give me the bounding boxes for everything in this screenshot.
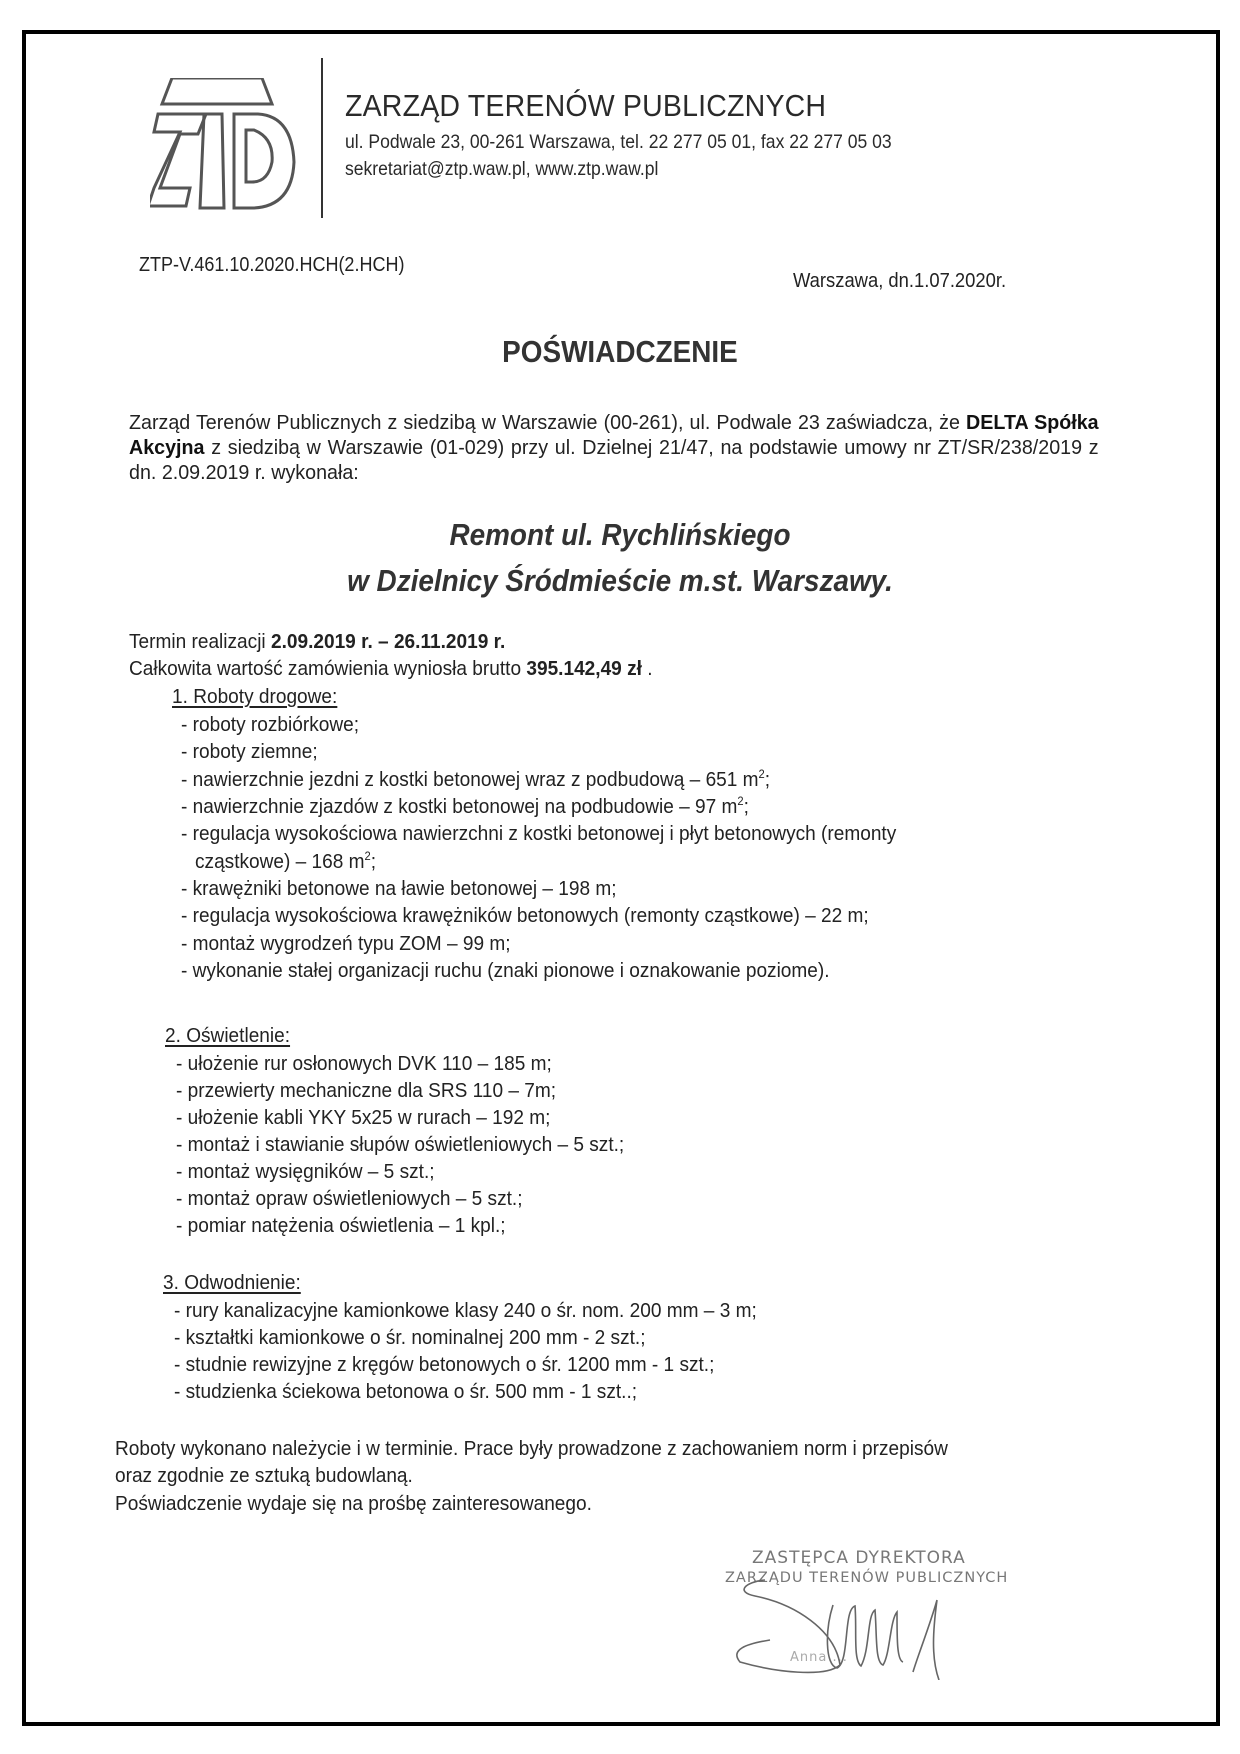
work-item <box>181 877 617 901</box>
subject-line-2: w Dzielnicy Śródmieście m.st. Warszawy. <box>347 563 893 598</box>
section-heading: 2. Oświetlenie: <box>165 1024 291 1047</box>
work-item <box>176 1214 506 1238</box>
work-item <box>176 1106 550 1130</box>
closing-line-1: Roboty wykonano należycie i w terminie. Prace były prowadzone z zachowaniem norm i przepisów <box>115 1437 948 1460</box>
work-item-text: cząstkowe) – 168 m <box>195 849 365 873</box>
work-item <box>176 1160 435 1184</box>
work-item-text: - nawierzchnie zjazdów z kostki betonowej na podbudowie – 97 m <box>181 794 738 818</box>
work-item-text: - montaż wygrodzeń typu ZOM – 99 m; <box>181 931 511 955</box>
work-item-text: - ułożenie rur osłonowych DVK 110 – 185 m; <box>176 1052 552 1075</box>
work-item <box>174 1353 714 1377</box>
closing-line-3: Poświadczenie wydaje się na prośbę zainteresowanego. <box>115 1492 592 1515</box>
work-item-text: - krawężniki betonowe na ławie betonowej – 198 m; <box>181 876 617 900</box>
total-value-line <box>129 657 653 681</box>
stamp-organization: ZARZĄDU TERENÓW PUBLICZNYCH <box>725 1570 1009 1586</box>
reference-number: ZTP-V.461.10.2020.HCH(2.HCH) <box>139 254 405 276</box>
signature-icon <box>725 1570 1025 1680</box>
work-item-text: - rury kanalizacyjne kamionkowe klasy 240 o śr. nom. 200 mm – 3 m; <box>174 1299 757 1322</box>
work-item <box>176 1052 552 1076</box>
term-value: 2.09.2019 r. – 26.11.2019 r. <box>270 630 506 653</box>
work-item <box>181 713 359 737</box>
work-item <box>176 1079 556 1103</box>
work-item-superscript: 2 <box>737 794 744 808</box>
company-name: DELTA Spółka Akcyjna <box>129 411 1099 459</box>
intro-text-1: Zarząd Terenów Publicznych z siedzibą w Warszawie (00-261), ul. Podwale 23 zaświadcza, że <box>129 411 967 434</box>
intro-text-2: z siedzibą w Warszawie (01-029) przy ul. Dzielnej 21/47, na podstawie umowy nr ZT/SR/238/2019 z dn. 2.09.2019 r. wykonała: <box>129 436 1099 484</box>
work-item-tail: ; <box>764 767 771 791</box>
section-heading: 1. Roboty drogowe: <box>172 685 338 708</box>
work-item-text: - montaż wysięgników – 5 szt.; <box>176 1160 435 1183</box>
organization-name: ZARZĄD TERENÓW PUBLICZNYCH <box>345 88 827 123</box>
section-heading: 3. Odwodnienie: <box>163 1271 301 1294</box>
work-item-superscript: 2 <box>364 849 371 863</box>
work-item-text: - ułożenie kabli YKY 5x25 w rurach – 192 m; <box>176 1106 551 1129</box>
work-item-text: - wykonanie stałej organizacji ruchu (znaki pionowe i oznakowanie poziome). <box>181 959 830 982</box>
work-item <box>181 794 749 819</box>
document-title: POŚWIADCZENIE <box>502 334 738 369</box>
work-item-text: - studnie rewizyjne z kręgów betonowych o śr. 1200 mm - 1 szt.; <box>174 1353 715 1376</box>
closing-line-2: oraz zgodnie ze sztuką budowlaną. <box>115 1464 413 1487</box>
work-item <box>176 1187 522 1211</box>
work-item <box>181 740 318 764</box>
stamp-title: ZASTĘPCA DYREKTORA <box>752 1548 966 1568</box>
intro-paragraph <box>129 410 1099 485</box>
work-item-tail: ; <box>743 794 749 818</box>
organization-address: ul. Podwale 23, 00-261 Warszawa, tel. 22 277 05 01, fax 22 277 05 03 <box>345 131 892 153</box>
work-item-text: - pomiar natężenia oświetlenia – 1 kpl.; <box>176 1214 506 1237</box>
work-item-tail: ; <box>370 849 377 873</box>
work-item <box>174 1380 637 1404</box>
work-item <box>195 849 376 874</box>
work-item-text: - montaż i stawianie słupów oświetleniowych – 5 szt.; <box>176 1133 625 1156</box>
work-item-superscript: 2 <box>758 767 765 781</box>
ztp-logo-icon <box>150 78 300 228</box>
term-line <box>129 630 505 654</box>
work-item <box>181 822 896 846</box>
work-item-text: - regulacja wysokościowa krawężników betonowych (remonty cząstkowe) – 22 m; <box>181 904 869 927</box>
work-item-text: - studzienka ściekowa betonowa o śr. 500 mm - 1 szt..; <box>174 1380 638 1403</box>
stamp-name: Anna ... <box>790 1650 848 1665</box>
total-value-label: Całkowita wartość zamówienia wyniosła brutto <box>129 657 527 680</box>
work-item <box>176 1133 624 1157</box>
place-date: Warszawa, dn.1.07.2020r. <box>793 270 1007 292</box>
organization-contact: sekretariat@ztp.waw.pl, www.ztp.waw.pl <box>345 158 659 180</box>
work-item-text: - montaż opraw oświetleniowych – 5 szt.; <box>176 1187 523 1210</box>
work-item-text: - roboty rozbiórkowe; <box>181 713 360 736</box>
work-item-text: - kształtki kamionkowe o śr. nominalnej 200 mm - 2 szt.; <box>174 1326 646 1349</box>
work-item-text: - nawierzchnie jezdni z kostki betonowej wraz z podbudową – 651 m <box>181 767 759 791</box>
total-value-suffix: . <box>641 657 653 680</box>
work-item-text: - regulacja wysokościowa nawierzchni z kostki betonowej i płyt betonowych (remonty <box>181 821 897 845</box>
work-item <box>181 767 770 792</box>
subject-line-1: Remont ul. Rychlińskiego <box>449 517 791 552</box>
work-item <box>174 1299 757 1323</box>
work-item-text: - roboty ziemne; <box>181 740 318 763</box>
work-item <box>181 959 830 983</box>
term-label: Termin realizacji <box>129 630 271 653</box>
work-item <box>181 904 869 928</box>
total-value-amount: 395.142,49 zł <box>526 657 642 680</box>
work-item <box>174 1326 646 1350</box>
work-item <box>181 932 511 956</box>
work-item-text: - przewierty mechaniczne dla SRS 110 – 7m; <box>176 1079 557 1102</box>
letterhead-divider <box>321 58 323 218</box>
